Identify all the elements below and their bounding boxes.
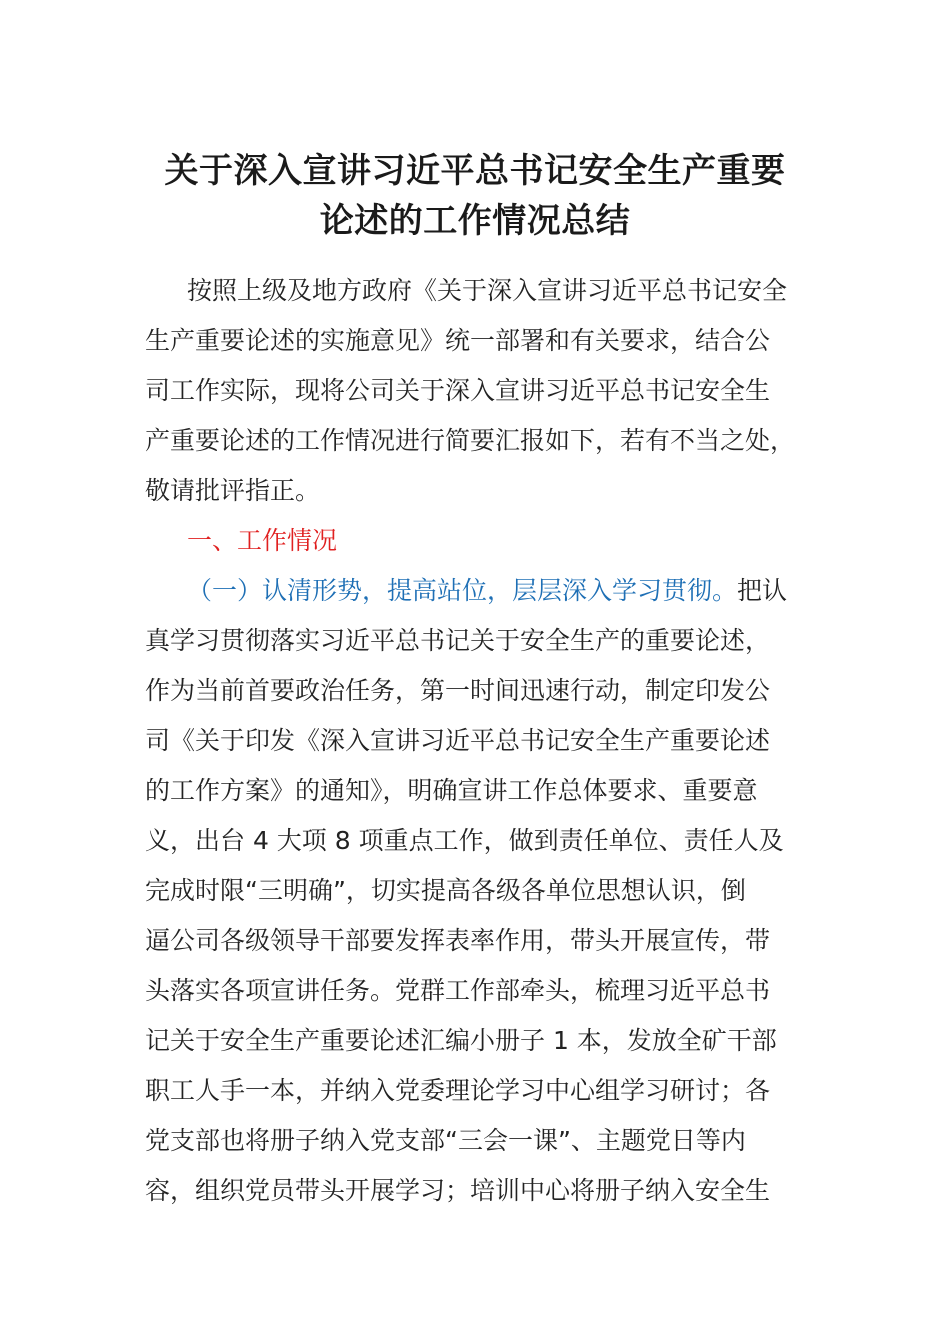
body-line: 真学习贯彻落实习近平总书记关于安全生产的重要论述，: [145, 626, 771, 655]
body-line: 记关于安全生产重要论述汇编小册子 1 本，发放全矿干部: [145, 1026, 777, 1055]
title-line-1: 关于深入宣讲习近平总书记安全生产重要: [164, 151, 786, 191]
intro-line-1: 按照上级及地方政府《关于深入宣讲习近平总书记安全: [187, 276, 788, 305]
document-title: [145, 146, 805, 246]
body-line: 完成时限“三明确”，切实提高各级各单位思想认识，倒: [145, 876, 746, 905]
title-line-2: 论述的工作情况总结: [319, 201, 631, 241]
body-line: 义，出台 4 大项 8 项重点工作，做到责任单位、责任人及: [145, 826, 784, 855]
subsection-first-line: [145, 566, 805, 616]
section-heading: 一、工作情况: [187, 526, 338, 555]
document-body: [145, 266, 805, 1216]
intro-line-4: 产重要论述的工作情况进行简要汇报如下，若有不当之处，: [145, 426, 796, 455]
subsection-heading: （一）认清形势，提高站位，层层深入学习贯彻。: [187, 576, 738, 605]
body-line: 作为当前首要政治任务，第一时间迅速行动，制定印发公: [145, 676, 771, 705]
body-line: 容，组织党员带头开展学习；培训中心将册子纳入安全生: [145, 1176, 771, 1205]
body-line: 司《关于印发《深入宣讲习近平总书记安全生产重要论述: [145, 726, 771, 755]
body-line: 头落实各项宣讲任务。党群工作部牵头，梳理习近平总书: [145, 976, 771, 1005]
intro-line-2: 生产重要论述的实施意见》统一部署和有关要求，结合公: [145, 326, 771, 355]
intro-line-3: 司工作实际，现将公司关于深入宣讲习近平总书记安全生: [145, 376, 771, 405]
body-line: 党支部也将册子纳入党支部“三会一课”、主题党日等内: [145, 1126, 746, 1155]
intro-line-5: 敬请批评指正。: [145, 476, 321, 505]
body-line: 职工人手一本，并纳入党委理论学习中心组学习研讨；各: [145, 1076, 771, 1105]
body-line: 逼公司各级领导干部要发挥表率作用，带头开展宣传，带: [145, 926, 771, 955]
body-line: 的工作方案》的通知》，明确宣讲工作总体要求、重要意: [145, 776, 758, 805]
subsection-first-line-rest: 把认: [737, 576, 788, 605]
